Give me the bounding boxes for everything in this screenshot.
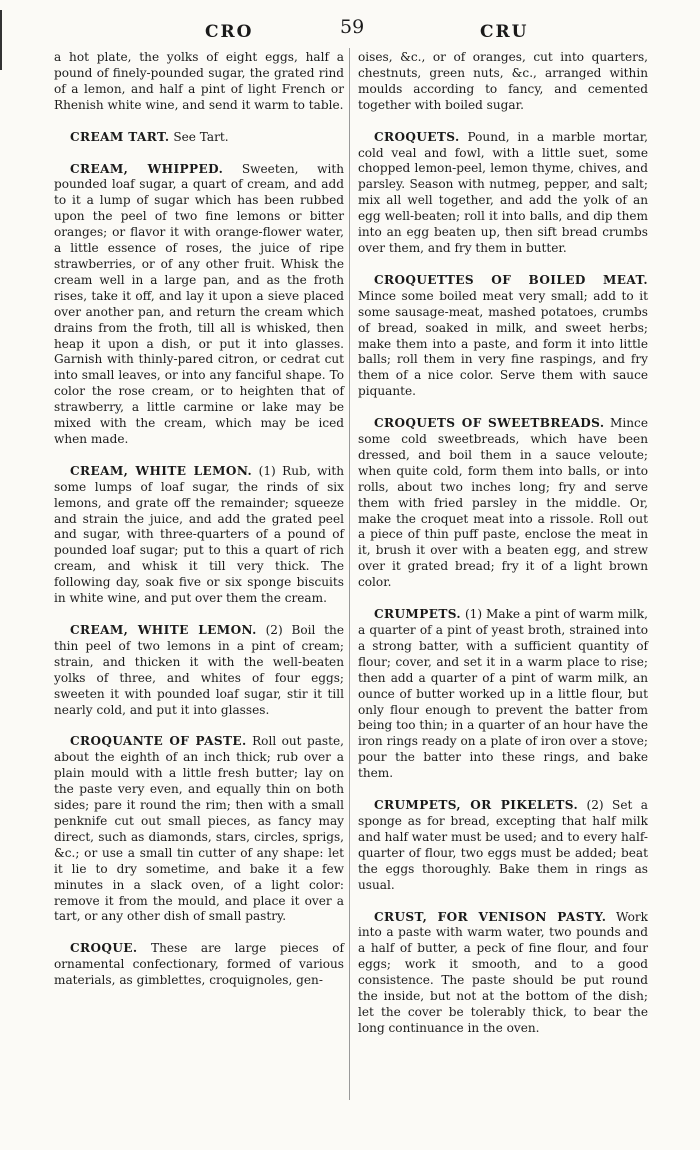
entry-continuation (358, 50, 648, 114)
entry-headword: CREAM, WHIPPED. (70, 161, 224, 176)
entry-crust-for-venison-pasty (358, 910, 648, 1037)
entry-headword: CRUMPETS, OR PIKELETS. (374, 798, 579, 813)
entry-text: Work into a paste with warm water, two pounds and a half of butter, a peck of fine flour, and four eggs; work it smooth, and to a good consistence. The paste should be put round the inside, but not at the bottom of the dish; let the cover be tolerably thick, to bear the long continuance in the oven. (358, 909, 648, 1035)
entry-cream-whipped (54, 162, 344, 448)
entry-text: These are large pieces of ornamental confectionary, formed of various materials, as gimblettes, croquignoles, gen- (54, 941, 344, 988)
entry-text: Pound, in a marble mortar, cold veal and fowl, with a little suet, some chopped lemon-peel, lemon thyme, chives, and parsley. Season with nutmeg, pepper, and salt; mix all well together, and add the yolk of an egg well-beaten; roll it into balls, and dip them into an egg beaten up, then sift bread crumbs over them, and fry them in butter. (358, 129, 648, 255)
entry-text: Mince some cold sweetbreads, which have been dressed, and boil them in a sauce veloute; when quite cold, form them into balls, or into rolls, about two inches long; fry and serve them with fried parsley in the middle. Or, make the croquet meat into a rissole. Roll out a piece of thin puff paste, enclose the meat in it, brush it over with a beaten egg, and strew over it grated bread; fry it of a light brown color. (358, 416, 648, 590)
entry-headword: CROQUE. (70, 941, 138, 956)
left-column (54, 50, 344, 989)
header-left-guide-word: CRO (205, 22, 254, 42)
entry-text: Sweeten, with pounded loaf sugar, a quart of cream, and add to it a lump of sugar which has been rubbed upon the peel of two fine lemons or bitter oranges; or flavor it with orange-flower water, a little essence of roses, the juice of ripe strawberries, or of any other fruit. Whisk the cream well in a large pan, and as the froth rises, take it off, and lay it upon a sieve placed over another pan, and return the cream which drains from the froth, till all is whisked, then heap it upon a dish, or put it into glasses. Garnish with thinly-pared citron, or cedrat cut into small leaves, or into any fanciful shape. To color the rose cream, or to heighten that of strawberry, a little carmine or lake may be mixed with the cream, which may be iced when made. (54, 161, 344, 446)
entry-croquets-of-sweetbreads (358, 416, 648, 591)
entry-text: oises, &c., or of oranges, cut into quarters, chestnuts, green nuts, &c., arranged within moulds according to fancy, and cemented together with boiled sugar. (358, 50, 648, 112)
entry-cream-tart (54, 130, 344, 146)
column-divider (349, 48, 350, 1100)
entry-continuation (54, 50, 344, 114)
entry-croquettes-of-boiled-meat (358, 273, 648, 400)
entry-text: See Tart. (169, 129, 229, 144)
entry-headword: CREAM TART. (70, 129, 170, 144)
right-column (358, 50, 648, 1037)
header-right-guide-word: CRU (480, 22, 529, 42)
entry-headword: CROQUANTE OF PASTE. (70, 734, 247, 749)
entry-text: Mince some boiled meat very small; add to it some sausage-meat, mashed potatoes, crumbs of bread, soaked in milk, and sweet herbs; make them into a paste, and form it into little balls; roll them in very fine raspings, and fry them of a nice color. Serve them with sauce piquante. (358, 288, 648, 399)
entry-cream-white-lemon-1 (54, 464, 344, 607)
entry-headword: CREAM, WHITE LEMON. (70, 463, 253, 478)
entry-croquante-of-paste (54, 734, 344, 925)
entry-text: (2) Boil the thin peel of two lemons in a pint of cream; strain, and thicken it with the well-beaten yolks of three, and whites of four eggs; sweeten it with pounded loaf sugar, stir it till nearly cold, and put it into glasses. (54, 623, 344, 717)
page-number: 59 (340, 16, 365, 38)
entry-crumpets-or-pikelets (358, 798, 648, 893)
entry-crumpets-1 (358, 607, 648, 782)
running-header (0, 14, 700, 44)
entry-text: a hot plate, the yolks of eight eggs, half a pound of finely-pounded sugar, the grated rind of a lemon, and half a pint of light French or Rhenish white wine, and send it warm to table. (54, 50, 344, 112)
entry-headword: CROQUETTES OF BOILED MEAT. (374, 272, 648, 287)
entry-croquets (358, 130, 648, 257)
entry-headword: CRUMPETS. (374, 607, 462, 622)
entry-croque (54, 941, 344, 989)
entry-text: (1) Make a pint of warm milk, a quarter of a pint of yeast broth, strained into a strong batter, with a sufficient quantity of flour; cover, and set it in a warm place to rise; then add a quarter of a pint of warm milk, an ounce of butter worked up in a little flour, but only flour enough to prevent the batter from being too thin; in a quarter of an hour have the iron rings ready on a plate of iron over a stove; pour the batter into these rings, and bake them. (358, 607, 648, 781)
entry-headword: CROQUETS. (374, 129, 460, 144)
entry-headword: CREAM, WHITE LEMON. (70, 623, 257, 637)
entry-text: (2) Set a sponge as for bread, excepting that half milk and half water must be used; and to every half-quarter of flour, two eggs must be added; beat the eggs thoroughly. Bake them in rings as usual. (358, 798, 648, 892)
entry-headword: CRUST, FOR VENISON PASTY. (374, 909, 607, 924)
entry-text: Roll out paste, about the eighth of an inch thick; rub over a plain mould with a little fresh butter; lay on the paste very even, and equally thin on both sides; pare it round the rim; then with a small penknife cut out small pieces, as fancy may direct, such as diamonds, stars, circles, sprigs, &c.; or use a small tin cutter of any shape: let it lie to dry sometime, and bake it a few minutes in a slack oven, of a light color: remove it from the mould, and place it over a tart, or any other dish of small pastry. (54, 734, 344, 924)
entry-cream-white-lemon-2 (54, 623, 344, 718)
entry-text: (1) Rub, with some lumps of loaf sugar, the rinds of six lemons, and grate off the remainder; squeeze and strain the juice, and add the grated peel and sugar, with three-quarters of a pound of pounded loaf sugar; put to this a quart of rich cream, and whisk it till very thick. The following day, soak five or six sponge biscuits in white wine, and put over them the cream. (54, 463, 344, 606)
entry-headword: CROQUETS OF SWEETBREADS. (374, 416, 605, 431)
